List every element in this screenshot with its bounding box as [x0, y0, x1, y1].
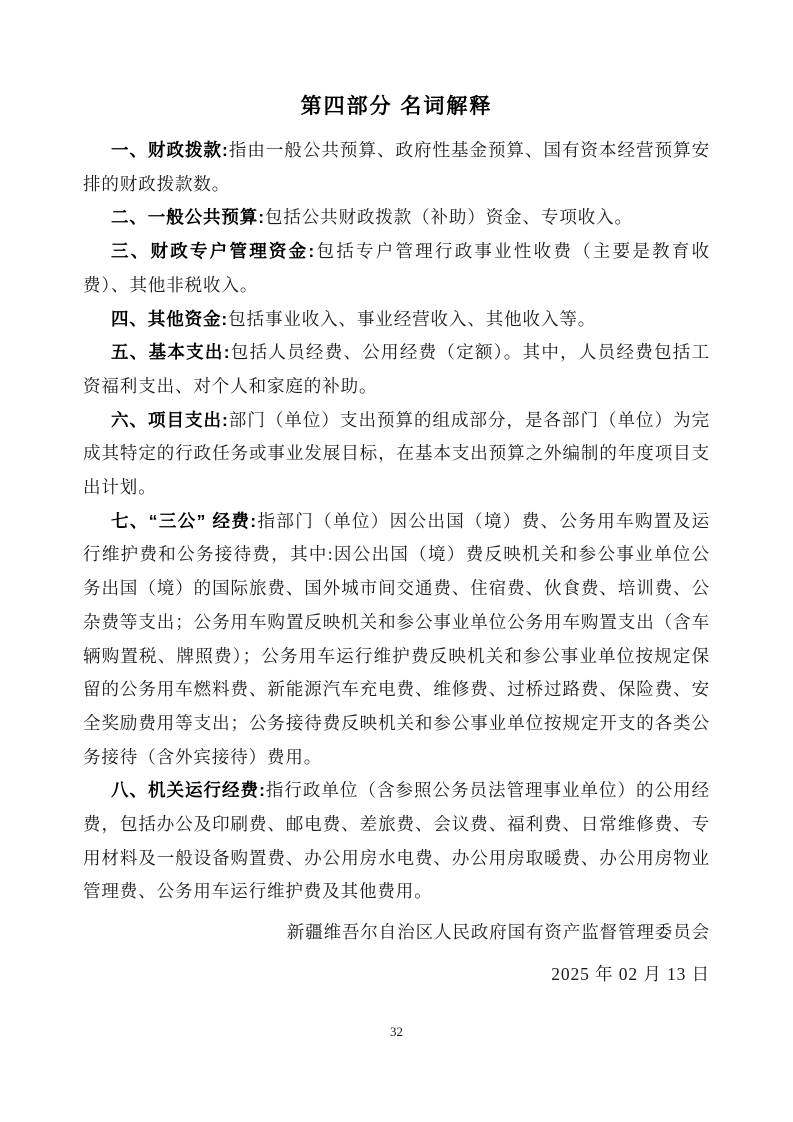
- definition-paragraph-3: [83, 235, 710, 302]
- definition-paragraph-7: [83, 505, 710, 775]
- definition-body: 包括事业收入、事业经营收入、其他收入等。: [228, 308, 597, 329]
- definition-body: 包括公共财政拨款（补助）资金、专项收入。: [264, 207, 633, 228]
- definition-term: 五、基本支出:: [111, 342, 231, 363]
- page-title: 第四部分 名词解释: [300, 95, 493, 118]
- definition-term: 七、“三公” 经费:: [111, 510, 257, 531]
- definition-paragraph-5: [83, 336, 710, 403]
- definition-body: 包括人员经费、公用经费（定额）。其中，人员经费包括工资福利支出、对个人和家庭的补助。: [83, 342, 710, 396]
- page-number: 32: [390, 1024, 403, 1039]
- definition-body: 指部门（单位）因公出国（境）费、公务用车购置及运行维护费和公务接待费，其中:因公出国（境）费反映机关和参公事业单位公务出国（境）的国际旅费、国外城市间交通费、住宿费、伙食费、培训费、公杂费等支出；公务用车购置反映机关和参公事业单位公务用车购置支出（含车辆购置税、牌照费）；公务用车运行维护费反映机关和参公事业单位按规定保留的公务用车燃料费、新能源汽车充电费、维修费、过桥过路费、保险费、安全奖励费用等支出；公务接待费反映机关和参公事业单位按规定开支的各类公务接待（含外宾接待）费用。: [83, 510, 710, 767]
- definition-paragraph-4: [83, 303, 710, 337]
- definition-term: 六、项目支出:: [111, 409, 229, 430]
- definition-term: 八、机关运行经费:: [111, 780, 266, 801]
- definition-body: 指由一般公共预算、政府性基金预算、国有资本经营预算安排的财政拨款数。: [83, 140, 710, 194]
- definition-paragraph-1: [83, 134, 710, 201]
- signature-organization: 新疆维吾尔自治区人民政府国有资产监督管理委员会: [286, 922, 710, 943]
- definition-term: 二、一般公共预算:: [111, 207, 265, 228]
- signature-date: 2025 年 02 月 13 日: [551, 963, 710, 984]
- definition-body: 部门（单位）支出预算的组成部分，是各部门（单位）为完成其特定的行政任务或事业发展目标，在基本支出预算之外编制的年度项目支出计划。: [83, 409, 710, 498]
- definition-body: 包括专户管理行政事业性收费（主要是教育收费）、其他非税收入。: [83, 241, 710, 295]
- definition-term: 三、财政专户管理资金:: [111, 241, 316, 262]
- definition-paragraph-2: [83, 201, 710, 235]
- definition-term: 四、其他资金:: [111, 308, 229, 329]
- document-content: [83, 94, 710, 992]
- definition-term: 一、财政拨款:: [111, 140, 229, 160]
- definition-body: 指行政单位（含参照公务员法管理事业单位）的公用经费，包括办公及印刷费、邮电费、差旅费、会议费、福利费、日常维修费、专用材料及一般设备购置费、办公用房水电费、办公用房取暖费、办公用房物业管理费、公务用车运行维护费及其他费用。: [83, 780, 710, 902]
- definition-paragraph-6: [83, 404, 710, 505]
- definition-paragraph-8: [83, 774, 710, 909]
